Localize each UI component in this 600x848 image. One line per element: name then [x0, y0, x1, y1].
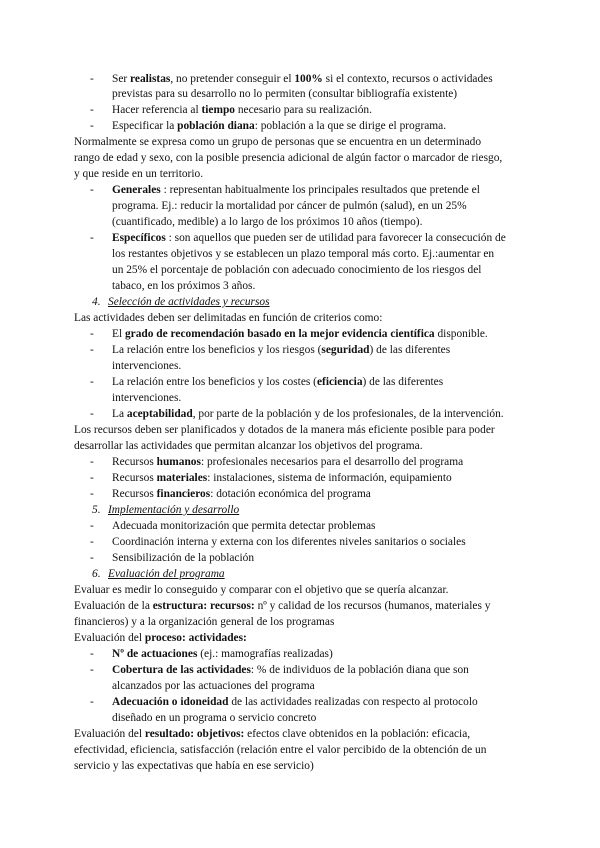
bold-term: tiempo — [201, 104, 236, 116]
list-bullet: - — [90, 520, 94, 532]
text-line — [112, 679, 315, 694]
section-number: 6. — [92, 568, 101, 580]
list-bullet: - — [90, 456, 94, 468]
list-item — [112, 343, 450, 358]
text-line — [74, 615, 334, 630]
text-run: , por parte de la población y de los profesionales, de la intervención. — [192, 408, 504, 420]
text-run: : son aquellos que pueden ser de utilidad para favorecer la consecución de — [165, 232, 506, 244]
bold-term: resultado: objetivos: — [144, 728, 245, 740]
list-bullet: - — [90, 472, 94, 484]
text-line — [74, 631, 247, 646]
list-item — [112, 695, 478, 710]
text-run: efectos clave obtenidos en la población: eficacia, — [244, 728, 471, 740]
text-run: previstas para su desarrollo no lo permiten (consultar bibliografía existente) — [112, 88, 458, 100]
bold-term: Cobertura de las actividades — [112, 664, 251, 676]
text-run: Especificar la — [112, 120, 178, 132]
bold-term: Específicos — [112, 232, 166, 244]
text-run: La relación entre los beneficios y los riesgos ( — [112, 344, 322, 356]
text-run: Las actividades deben ser delimitadas en función de criterios como: — [74, 312, 383, 324]
text-line — [74, 599, 490, 614]
text-line — [74, 727, 470, 742]
text-run: un 25% el porcentaje de población con adecuado conocimiento de los riesgos del — [112, 264, 482, 276]
list-bullet: - — [90, 488, 94, 500]
section-heading — [108, 567, 225, 582]
list-bullet: - — [90, 664, 94, 676]
list-bullet: - — [90, 232, 94, 244]
text-run: : representan habitualmente los principales resultados que pretende el — [160, 184, 480, 196]
text-run: los restantes objetivos y se establecen un plazo temporal más corto. Ej.:aumentar en — [112, 248, 495, 260]
text-run: Hacer referencia al — [112, 104, 202, 116]
list-item — [112, 407, 504, 422]
text-run: Los recursos deben ser planificados y dotados de la manera más eficiente posible para poder — [74, 424, 495, 436]
list-bullet: - — [90, 536, 94, 548]
text-run: (cuantificado, medible) a lo largo de los próximos 10 años (tiempo). — [112, 216, 423, 228]
list-item — [112, 72, 493, 87]
text-run: de las actividades realizadas con respecto al protocolo — [228, 696, 478, 708]
bold-term: realistas — [130, 73, 171, 85]
text-run: alcanzados por las actuaciones del programa — [112, 680, 315, 692]
text-run: tabaco, en los próximos 3 años. — [112, 280, 256, 292]
text-line — [112, 87, 457, 102]
list-item — [112, 103, 372, 118]
text-run: programa. Ej.: reducir la mortalidad por cáncer de pulmón (salud), en un 25% — [112, 200, 467, 212]
text-run: Recursos — [112, 488, 157, 500]
text-run: necesario para su realización. — [235, 104, 372, 116]
text-run: Sensibilización de la población — [112, 552, 255, 564]
section-number: 4. — [92, 296, 101, 308]
section-heading — [108, 295, 270, 310]
text-line — [112, 215, 422, 230]
list-bullet: - — [90, 73, 94, 85]
bold-term: 100% — [294, 73, 323, 85]
list-item — [112, 327, 488, 342]
list-item — [112, 551, 254, 566]
text-run: : instalaciones, sistema de información, equipamiento — [207, 472, 452, 484]
text-line — [74, 151, 502, 166]
list-item — [112, 183, 480, 198]
text-run: servicio y las expectativas que había en ese servicio) — [74, 760, 314, 772]
text-line — [74, 759, 314, 774]
text-line — [112, 247, 494, 262]
list-bullet: - — [90, 104, 94, 116]
list-item — [112, 535, 466, 550]
text-run: : % de individuos de la población diana que son — [250, 664, 469, 676]
text-run: La — [112, 408, 127, 420]
text-run: efectividad, eficiencia, satisfacción (relación entre el valor percibido de la obtención de un — [74, 744, 487, 756]
bold-term: financieros — [156, 488, 211, 500]
text-run: Normalmente se expresa como un grupo de personas que se encuentra en un determinado — [74, 136, 482, 148]
text-run: Recursos — [112, 456, 157, 468]
text-run: Recursos — [112, 472, 157, 484]
section-heading — [108, 503, 239, 518]
list-bullet: - — [90, 408, 94, 420]
bold-term: Adecuación o idoneidad — [112, 696, 229, 708]
text-run: Evaluación del — [74, 632, 145, 644]
text-run: : profesionales necesarios para el desarrollo del programa — [200, 456, 464, 468]
text-run: financieros) y a la organización general de los programas — [74, 616, 335, 628]
list-item — [112, 471, 452, 486]
list-item — [112, 455, 463, 470]
text-run: (ej.: mamografías realizadas) — [197, 648, 333, 660]
text-run: Evaluar es medir lo conseguido y comparar con el objetivo que se quería alcanzar. — [74, 584, 449, 596]
bold-term: aceptabilidad — [126, 408, 193, 420]
text-run: ) de las diferentes — [362, 376, 444, 388]
text-line — [74, 743, 486, 758]
text-line — [112, 359, 181, 374]
text-run: Selección de actividades y recursos — [108, 296, 270, 308]
text-line — [112, 263, 481, 278]
text-run: Coordinación interna y externa con los diferentes niveles sanitarios o sociales — [112, 536, 466, 548]
text-line — [74, 167, 203, 182]
list-item — [112, 663, 469, 678]
list-bullet: - — [90, 328, 94, 340]
text-run: Adecuada monitorización que permita detectar problemas — [112, 520, 376, 532]
text-run: Evaluación del — [74, 728, 145, 740]
text-run: : población a la que se dirige el programa. — [254, 120, 447, 132]
text-run: desarrollar las actividades que permitan alcanzar los objetivos del programa. — [74, 440, 423, 452]
list-bullet: - — [90, 184, 94, 196]
text-line — [112, 279, 255, 294]
list-bullet: - — [90, 696, 94, 708]
text-run: : dotación económica del programa — [210, 488, 371, 500]
text-run: Evaluación de la — [74, 600, 153, 612]
bold-term: estructura: recursos: — [152, 600, 255, 612]
list-item — [112, 487, 371, 502]
list-bullet: - — [90, 344, 94, 356]
bold-term: grado de recomendación basado en la mejor evidencia científica — [124, 328, 435, 340]
bold-term: Nº de actuaciones — [112, 648, 198, 660]
text-run: intervenciones. — [112, 360, 182, 372]
text-run: si el contexto, recursos o actividades — [322, 73, 493, 85]
bold-term: humanos — [156, 456, 201, 468]
list-bullet: - — [90, 120, 94, 132]
list-item — [112, 119, 446, 134]
text-line — [74, 135, 481, 150]
text-line — [112, 711, 316, 726]
text-run: Ser — [112, 73, 131, 85]
list-item — [112, 647, 333, 662]
list-bullet: - — [90, 552, 94, 564]
bold-term: materiales — [156, 472, 208, 484]
text-line — [112, 199, 467, 214]
text-run: intervenciones. — [112, 392, 182, 404]
text-run: ) de las diferentes — [369, 344, 451, 356]
list-bullet: - — [90, 376, 94, 388]
text-run: diseñado en un programa o servicio concreto — [112, 712, 317, 724]
bold-term: seguridad — [321, 344, 370, 356]
text-run: rango de edad y sexo, con la posible presencia adicional de algún factor o marcador de riesgo, — [74, 152, 503, 164]
text-run: Evaluación del programa — [108, 568, 225, 580]
text-run: La relación entre los beneficios y los costes ( — [112, 376, 317, 388]
bold-term: eficiencia — [316, 376, 363, 388]
text-run: Implementación y desarrollo — [108, 504, 240, 516]
text-run: El — [112, 328, 125, 340]
text-run: nº y calidad de los recursos (humanos, materiales y — [254, 600, 491, 612]
text-line — [112, 391, 181, 406]
text-run: disponible. — [434, 328, 488, 340]
text-line — [74, 423, 495, 438]
list-item — [112, 519, 375, 534]
bold-term: Generales — [112, 184, 161, 196]
list-bullet: - — [90, 648, 94, 660]
text-run: y que reside en un territorio. — [74, 168, 204, 180]
list-item — [112, 375, 443, 390]
bold-term: proceso: actividades: — [144, 632, 247, 644]
text-line — [74, 311, 382, 326]
text-run: , no pretender conseguir el — [170, 73, 295, 85]
text-line — [74, 439, 423, 454]
section-number: 5. — [92, 504, 101, 516]
list-item — [112, 231, 506, 246]
bold-term: población diana — [177, 120, 255, 132]
text-line — [74, 583, 448, 598]
